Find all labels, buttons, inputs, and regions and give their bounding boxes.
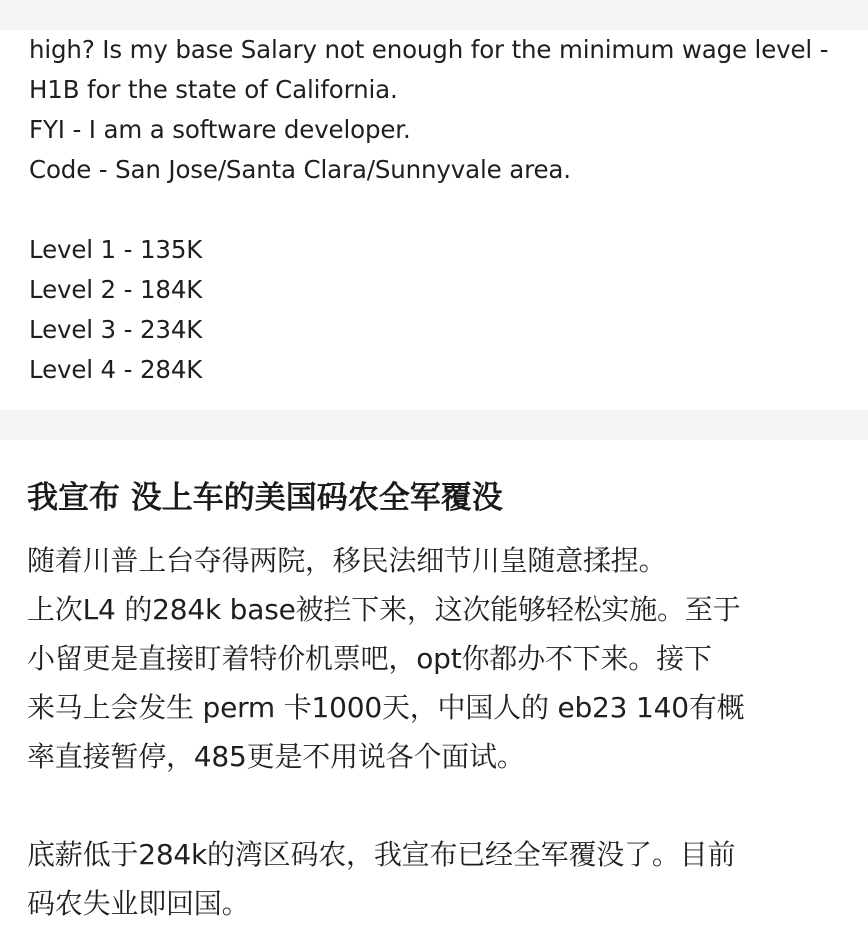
top-separator xyxy=(0,0,868,30)
post-text-line: 底薪低于284k的湾区码农，我宣布已经全军覆没了。目前 xyxy=(27,838,736,871)
post-title[interactable]: 我宣布 没上车的美国码农全军覆没 xyxy=(27,480,503,516)
salary-level-4: Level 4 - 284K xyxy=(29,355,203,384)
post-text-line: 随着川普上台夺得两院，移民法细节川皇随意揉捏。 xyxy=(27,544,667,577)
post-text-line: 码农失业即回国。 xyxy=(27,887,250,920)
post-text-line: 来马上会发生 perm 卡1000天，中国人的 eb23 140有概 xyxy=(27,691,745,724)
post-text-line: 小留更是直接盯着特价机票吧，opt你都办不下来。接下 xyxy=(27,642,712,675)
card-divider xyxy=(0,410,868,440)
post-body xyxy=(27,536,857,928)
post-text-line: FYI - I am a software developer. xyxy=(29,115,411,144)
post-text-line: H1B for the state of California. xyxy=(29,75,398,104)
post-text-line: high? Is my base Salary not enough for the minimum wage level - xyxy=(29,35,829,64)
blank-line xyxy=(27,781,857,830)
post-card-announcement[interactable] xyxy=(0,440,868,942)
salary-level-2: Level 2 - 184K xyxy=(29,275,203,304)
post-body xyxy=(29,30,859,390)
post-card-salary-levels[interactable] xyxy=(0,30,868,410)
post-text-line: Code - San Jose/Santa Clara/Sunnyvale area. xyxy=(29,155,571,184)
blank-line xyxy=(29,190,859,230)
post-text-line: 上次L4 的284k base被拦下来，这次能够轻松实施。至于 xyxy=(27,593,741,626)
salary-level-3: Level 3 - 234K xyxy=(29,315,203,344)
post-text-line: 率直接暂停，485更是不用说各个面试。 xyxy=(27,740,525,773)
salary-level-1: Level 1 - 135K xyxy=(29,235,203,264)
